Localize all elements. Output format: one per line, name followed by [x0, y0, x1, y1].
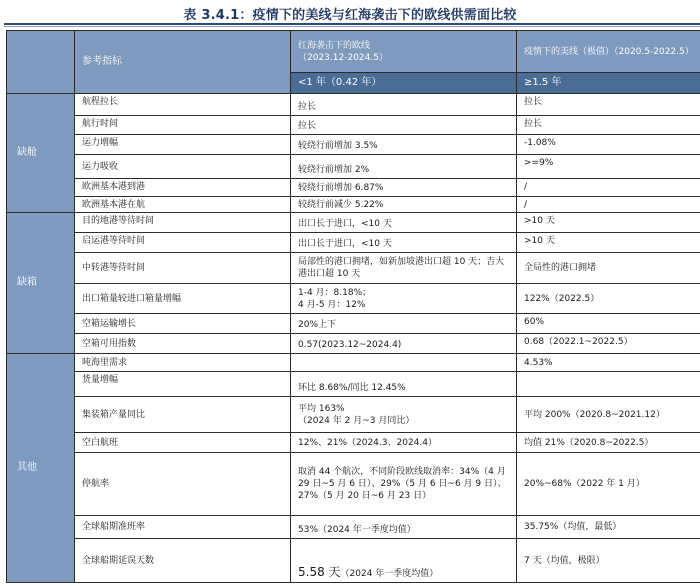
- header-us-line: 疫情下的美线（极值）（2020.5-2022.5）: [517, 31, 700, 73]
- eu-value-line: 1-4 月：8.18%；: [298, 287, 372, 298]
- indicator-cell: 空白航班: [75, 433, 291, 453]
- us-value-cell: 拉长: [517, 94, 700, 116]
- eu-value-cell: [291, 539, 517, 583]
- eu-value-cell: [291, 354, 517, 372]
- title-rule-thin: [4, 26, 700, 27]
- table-row: [7, 516, 700, 539]
- us-value-cell: /: [517, 179, 700, 197]
- table-row: [7, 433, 700, 453]
- eu-value-line: （2024 年 2 月~3 月同比）: [298, 415, 415, 426]
- eu-value-line: 平均 163%: [298, 403, 345, 414]
- indicator-cell: 全球船期延误天数: [75, 539, 291, 583]
- table-row: [7, 233, 700, 253]
- table-row: [7, 539, 700, 583]
- table-row: [7, 314, 700, 334]
- indicator-cell: 出口箱量较进口箱量增幅: [75, 284, 291, 314]
- us-value-cell: 4.53%: [517, 354, 700, 372]
- indicator-cell: 启运港等待时间: [75, 233, 291, 253]
- header-group-cell: [7, 31, 75, 94]
- us-value-cell: -1.08%: [517, 135, 700, 155]
- us-value-cell: >10 天: [517, 213, 700, 233]
- indicator-cell: 停航率: [75, 453, 291, 516]
- eu-value-cell: 取消 44 个航次，不同阶段欧线取消率：34%（4 月 29 日~5 月 6 日）、29%（5 月 6 日~6 月 9 日）、27%（5 月 20 日~6 月 23 日）: [291, 453, 517, 516]
- us-value-cell: 全局性的港口拥堵: [517, 253, 700, 284]
- table-title: 表 3.4.1：疫情下的美线与红海袭击下的欧线供需面比较: [183, 8, 517, 23]
- indicator-cell: 欧洲基本港在航: [75, 197, 291, 213]
- header-eu-title: 红海袭击下的欧线: [298, 40, 371, 51]
- indicator-cell: 吨海里需求: [75, 354, 291, 372]
- eu-value-main: 5.58 天: [298, 565, 341, 579]
- us-value-cell: /: [517, 197, 700, 213]
- header-eu-line: [291, 31, 517, 73]
- us-value-cell: 平均 200%（2020.8~2021.12）: [517, 397, 700, 433]
- header-indicator: 参考指标: [75, 31, 291, 94]
- table-row: [7, 453, 700, 516]
- table-row: [7, 354, 700, 372]
- table-row: [7, 334, 700, 354]
- eu-value-line: 4 月-5 月：12%: [298, 299, 366, 310]
- group-label-shortage-container: 缺箱: [7, 213, 75, 354]
- us-value-cell: 35.75%（均值，最低）: [517, 516, 700, 539]
- indicator-cell: 欧洲基本港到港: [75, 179, 291, 197]
- table-row: [7, 213, 700, 233]
- us-value-cell: 7 天（均值，极限）: [517, 539, 700, 583]
- header-us-duration: ≥1.5 年: [517, 73, 700, 94]
- eu-value-note: （2024 年一季度均值）: [340, 569, 439, 579]
- table-row: [7, 94, 700, 116]
- us-value-cell: 拉长: [517, 116, 700, 135]
- indicator-cell: 航行时间: [75, 116, 291, 135]
- us-value-cell: 122%（2022.5）: [517, 284, 700, 314]
- indicator-cell: 全球船期准班率: [75, 516, 291, 539]
- eu-value-cell: 较绕行前增加 3.5%: [291, 135, 517, 155]
- table-row: [7, 155, 700, 179]
- table-row: [7, 197, 700, 213]
- eu-value-cell: 出口长于进口，<10 天: [291, 233, 517, 253]
- title-rule: [4, 23, 700, 25]
- table-row: [7, 397, 700, 433]
- eu-value-cell: 环比 8.68%/同比 12.45%: [291, 372, 517, 397]
- eu-value-cell: 出口长于进口，<10 天: [291, 213, 517, 233]
- indicator-cell: 中转港等待时间: [75, 253, 291, 284]
- indicator-cell: 集装箱产量同比: [75, 397, 291, 433]
- eu-value-cell: 12%、21%（2024.3、2024.4）: [291, 433, 517, 453]
- table-row: [7, 179, 700, 197]
- eu-value-cell: 局部性的港口拥堵，如新加坡港出口超 10 天；吉大港出口超 10 天: [291, 253, 517, 284]
- us-value-cell: 60%: [517, 314, 700, 334]
- table-row: [7, 284, 700, 314]
- group-label-shortage-space: 缺舱: [7, 94, 75, 213]
- indicator-cell: 运力增幅: [75, 135, 291, 155]
- indicator-cell: 货量增幅: [75, 372, 291, 397]
- eu-value-cell: [291, 284, 517, 314]
- eu-value-cell: 20%上下: [291, 314, 517, 334]
- eu-value-cell: 较绕行前增加 6.87%: [291, 179, 517, 197]
- us-value-cell: >10 天: [517, 233, 700, 253]
- indicator-cell: 空箱运输增长: [75, 314, 291, 334]
- eu-value-cell: [291, 397, 517, 433]
- eu-value-cell: 较绕行前增加 2%: [291, 155, 517, 179]
- table-row: [7, 372, 700, 397]
- eu-value-cell: 53%（2024 年一季度均值）: [291, 516, 517, 539]
- eu-value-cell: 0.57(2023.12~2024.4): [291, 334, 517, 354]
- comparison-table: [6, 30, 700, 583]
- indicator-cell: 目的地港等待时间: [75, 213, 291, 233]
- us-value-cell: >=9%: [517, 155, 700, 179]
- indicator-cell: 运力吸收: [75, 155, 291, 179]
- header-eu-period: （2023.12-2024.5）: [298, 52, 388, 63]
- us-value-cell: 20%~68%（2022 年 1 月）: [517, 453, 700, 516]
- header-eu-duration: <1 年（0.42 年）: [291, 73, 517, 94]
- table-row: [7, 253, 700, 284]
- group-label-other: 其他: [7, 354, 75, 583]
- eu-value-cell: 拉长: [291, 116, 517, 135]
- indicator-cell: 航程拉长: [75, 94, 291, 116]
- us-value-cell: [517, 372, 700, 397]
- eu-value-cell: 较绕行前减少 5.22%: [291, 197, 517, 213]
- eu-value-cell: 拉长: [291, 94, 517, 116]
- table-row: [7, 116, 700, 135]
- indicator-cell: 空箱可用指数: [75, 334, 291, 354]
- us-value-cell: 均值 21%（2020.8~2022.5）: [517, 433, 700, 453]
- us-value-cell: 0.68（2022.1~2022.5）: [517, 334, 700, 354]
- table-row: [7, 135, 700, 155]
